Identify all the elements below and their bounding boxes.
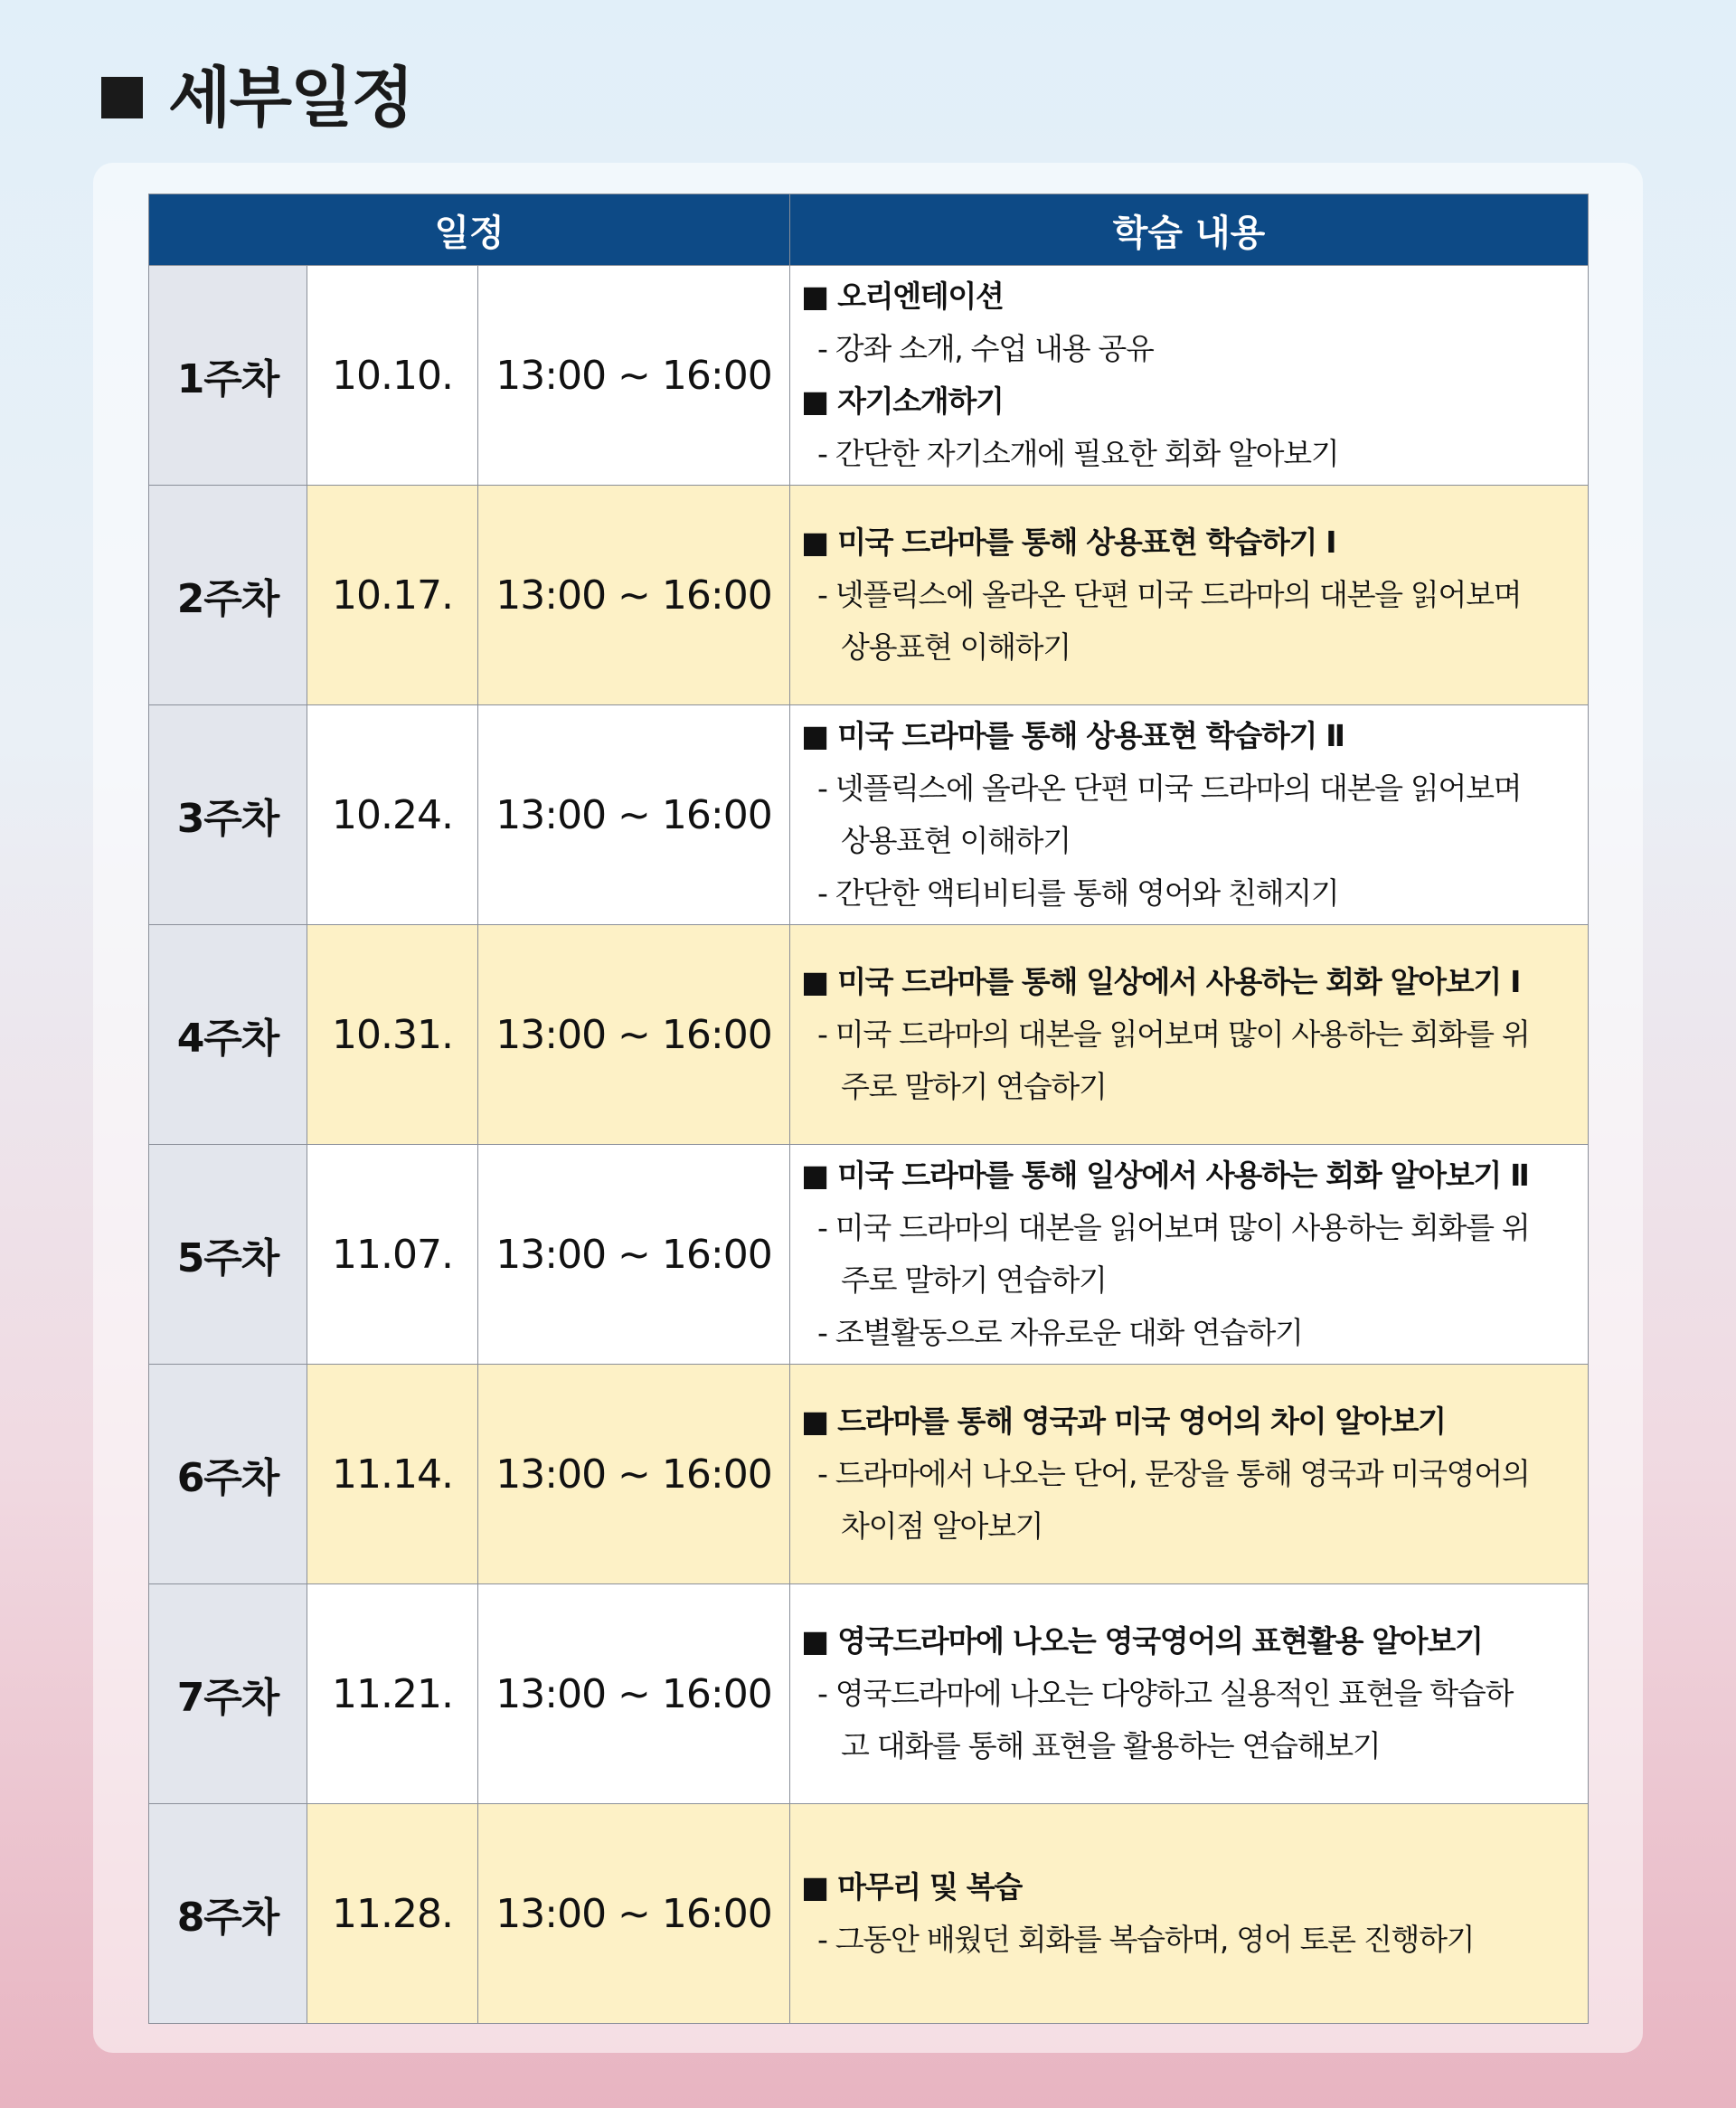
date-cell: 11.07. — [307, 1145, 478, 1365]
content-heading: ■ 미국 드라마를 통해 일상에서 사용하는 회화 알아보기 Ⅰ — [801, 964, 1521, 999]
date-cell: 10.31. — [307, 925, 478, 1145]
content-heading: ■ 마무리 및 복습 — [801, 1869, 1022, 1905]
content-detail: 차이점 알아보기 — [841, 1508, 1043, 1544]
content-heading: ■ 미국 드라마를 통해 일상에서 사용하는 회화 알아보기 Ⅱ — [801, 1158, 1529, 1193]
content-detail: - 조별활동으로 자유로운 대화 연습하기 — [817, 1315, 1303, 1350]
header-content: 학습 내용 — [790, 194, 1589, 266]
table-row — [149, 1145, 1589, 1365]
table-row — [149, 1584, 1589, 1804]
content-heading: ■ 미국 드라마를 통해 상용표현 학습하기 Ⅰ — [801, 525, 1336, 560]
content-cell — [790, 1145, 1589, 1365]
content-detail: - 강좌 소개, 수업 내용 공유 — [817, 331, 1154, 366]
table-row — [149, 705, 1589, 925]
content-cell — [790, 1365, 1589, 1584]
content-lines — [801, 270, 1579, 480]
date-cell: 11.28. — [307, 1804, 478, 2024]
content-lines — [801, 1615, 1579, 1772]
content-detail: - 그동안 배웠던 회화를 복습하며, 영어 토론 진행하기 — [817, 1922, 1475, 1957]
content-detail: - 영국드라마에 나오는 다양하고 실용적인 표현을 학습하 — [817, 1676, 1514, 1711]
table-row — [149, 486, 1589, 705]
content-detail: 고 대화를 통해 표현을 활용하는 연습해보기 — [841, 1728, 1381, 1763]
content-detail: 상용표현 이해하기 — [841, 823, 1071, 858]
content-lines — [801, 1395, 1579, 1553]
table-row — [149, 1365, 1589, 1584]
content-detail: - 미국 드라마의 대본을 읽어보며 많이 사용하는 회화를 위 — [817, 1016, 1530, 1052]
date-cell: 10.10. — [307, 266, 478, 486]
time-cell: 13:00 ~ 16:00 — [478, 925, 790, 1145]
table-row — [149, 1804, 1589, 2024]
content-cell — [790, 1804, 1589, 2024]
page-title-text: 세부일정 — [168, 60, 413, 136]
content-heading: ■ 오리엔테이션 — [801, 279, 1004, 314]
week-cell: 7주차 — [149, 1584, 307, 1804]
content-detail: - 미국 드라마의 대본을 읽어보며 많이 사용하는 회화를 위 — [817, 1210, 1530, 1245]
schedule-table-body — [149, 266, 1589, 2024]
content-lines — [801, 956, 1579, 1113]
content-detail: - 넷플릭스에 올라온 단편 미국 드라마의 대본을 읽어보며 — [817, 577, 1522, 612]
date-cell: 11.14. — [307, 1365, 478, 1584]
week-cell: 6주차 — [149, 1365, 307, 1584]
table-row — [149, 266, 1589, 486]
week-cell: 4주차 — [149, 925, 307, 1145]
time-cell: 13:00 ~ 16:00 — [478, 1145, 790, 1365]
content-heading: ■ 영국드라마에 나오는 영국영어의 표현활용 알아보기 — [801, 1623, 1483, 1659]
content-cell — [790, 1584, 1589, 1804]
content-heading: ■ 드라마를 통해 영국과 미국 영어의 차이 알아보기 — [801, 1404, 1446, 1439]
content-cell — [790, 925, 1589, 1145]
schedule-table — [148, 194, 1589, 2024]
content-detail: 상용표현 이해하기 — [841, 629, 1071, 665]
content-lines — [801, 516, 1579, 674]
square-bullet-icon — [101, 77, 143, 118]
week-cell: 2주차 — [149, 486, 307, 705]
content-detail: - 간단한 액티비티를 통해 영어와 친해지기 — [817, 875, 1339, 911]
content-lines — [801, 1149, 1579, 1359]
content-cell — [790, 266, 1589, 486]
date-cell: 10.24. — [307, 705, 478, 925]
page-title — [101, 60, 413, 136]
time-cell: 13:00 ~ 16:00 — [478, 1584, 790, 1804]
time-cell: 13:00 ~ 16:00 — [478, 266, 790, 486]
content-lines — [801, 1861, 1579, 1966]
content-heading: ■ 미국 드라마를 통해 상용표현 학습하기 Ⅱ — [801, 718, 1344, 753]
content-detail: 주로 말하기 연습하기 — [841, 1069, 1107, 1104]
week-cell: 5주차 — [149, 1145, 307, 1365]
content-heading: ■ 자기소개하기 — [801, 383, 1004, 419]
time-cell: 13:00 ~ 16:00 — [478, 1365, 790, 1584]
header-schedule: 일정 — [149, 194, 790, 266]
week-cell: 3주차 — [149, 705, 307, 925]
time-cell: 13:00 ~ 16:00 — [478, 486, 790, 705]
time-cell: 13:00 ~ 16:00 — [478, 705, 790, 925]
table-header-row — [149, 194, 1589, 266]
week-cell: 8주차 — [149, 1804, 307, 2024]
content-cell — [790, 705, 1589, 925]
time-cell: 13:00 ~ 16:00 — [478, 1804, 790, 2024]
content-detail: - 넷플릭스에 올라온 단편 미국 드라마의 대본을 읽어보며 — [817, 770, 1522, 806]
content-cell — [790, 486, 1589, 705]
content-detail: - 간단한 자기소개에 필요한 회화 알아보기 — [817, 436, 1339, 471]
table-row — [149, 925, 1589, 1145]
content-lines — [801, 710, 1579, 920]
content-detail: 주로 말하기 연습하기 — [841, 1262, 1107, 1298]
content-detail: - 드라마에서 나오는 단어, 문장을 통해 영국과 미국영어의 — [817, 1456, 1530, 1491]
date-cell: 10.17. — [307, 486, 478, 705]
week-cell: 1주차 — [149, 266, 307, 486]
date-cell: 11.21. — [307, 1584, 478, 1804]
